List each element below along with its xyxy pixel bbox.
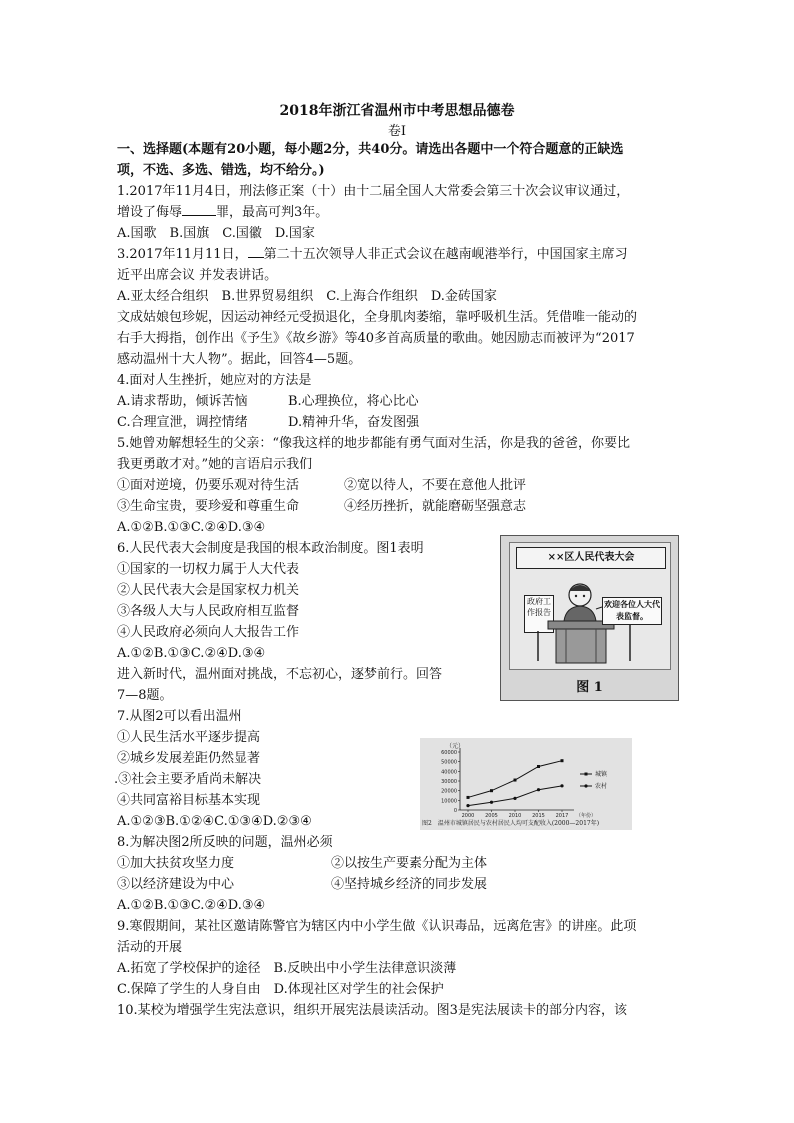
q6-stem: 6.人民代表大会制度是我国的根本政治制度。图1表明 [117, 541, 424, 556]
figure1-welcome-sign: 欢迎各位人大代表监督。 [602, 597, 662, 625]
material1-line2: 右手大拇指，创作出《予生》《故乡游》等40多首高质量的歌曲。她因励志而被评为“2017 [117, 331, 635, 346]
chart-y-tick-label: 30000 [441, 779, 457, 785]
q3-stem-part1: 3.2017年11月11日， [117, 247, 248, 262]
figure2-chart [420, 738, 632, 830]
q6-item4: ④人民政府必须向人大报告工作 [117, 625, 300, 640]
q7-item2: ②城乡发展差距仍然显著 [117, 751, 261, 766]
material2-line1: 进入新时代，温州面对挑战，不忘初心，逐梦前行。回答 [117, 667, 443, 682]
q4-stem: 4.面对人生挫折，她应对的方法是 [117, 373, 312, 388]
chart-xlabel: （年份） [576, 813, 597, 819]
chart-point [466, 804, 469, 807]
q1-stem-line1: 1.2017年11月4日，刑法修正案（十）由十二届全国人大常委会第三十次会议审议通过， [117, 184, 630, 199]
q5-item1: ①面对逆境，仍要乐观对待生活 [117, 478, 300, 493]
q4-option-d: D.精神升华，奋发图强 [288, 415, 420, 430]
chart-legend-marker [585, 773, 588, 776]
q4-option-a: A.请求帮助，倾诉苦恼 [117, 394, 248, 409]
chart-point [514, 779, 517, 782]
material1-line3: 感动温州十大人物”。据此，回答4—5题。 [117, 352, 362, 367]
chart-y-tick-label: 0 [453, 808, 457, 814]
chart-point [561, 759, 564, 762]
q1-stem-part1: 增设了侮辱 [117, 205, 183, 220]
q3-stem-part2: 第二十五次领导人非正式会议在越南岘港举行，中国国家主席习 [263, 247, 628, 262]
figure2-chart-svg [420, 738, 632, 830]
figure2-caption: 图2 温州市城镇居民与农村居民人均可支配收入(2000—2017年) [422, 820, 600, 827]
chart-point [560, 784, 563, 787]
q6-item3: ③各级人大与人民政府相互监督 [117, 604, 300, 619]
chart-point [513, 797, 516, 800]
q1-stem-part2: 罪，最高可判3年。 [216, 205, 329, 220]
chart-point [490, 789, 493, 792]
section-heading-line2: 项，不选、多选、错选，均不给分。) [117, 163, 325, 178]
q5-item3: ③生命宝贵，要珍爱和尊重生命 [117, 499, 300, 514]
q8-item3: ③以经济建设为中心 [117, 877, 235, 892]
q3-stem-line2: 近平出席会议 并发表讲话。 [117, 268, 278, 283]
q3-stem-line1 [117, 245, 628, 264]
q8-item2: ②以按生产要素分配为主体 [331, 856, 488, 871]
q1-options: A.国歌 B.国旗 C.国徽 D.国家 [117, 226, 315, 241]
q3-options: A.亚太经合组织 B.世界贸易组织 C.上海合作组织 D.金砖国家 [117, 289, 497, 304]
material2-line2: 7—8题。 [117, 688, 173, 703]
q4-option-b: B.心理换位，将心比心 [288, 394, 419, 409]
q4-option-c: C.合理宣泄，调控情绪 [117, 415, 248, 430]
chart-series-line-1 [468, 786, 562, 806]
q5-item2: ②宽以待人，不要在意他人批评 [344, 478, 527, 493]
q10-stem-line1: 10.某校为增强学生宪法意识，组织开展宪法晨读活动。图3是宪法展读卡的部分内容，该 [117, 1003, 627, 1018]
q7-item1: ①人民生活水平逐步提高 [117, 730, 261, 745]
q9-options-cd: C.保障了学生的人身自由 D.体现社区对学生的社会保护 [117, 982, 444, 997]
q5-item4: ④经历挫折，就能磨砺坚强意志 [344, 499, 527, 514]
chart-point [537, 765, 540, 768]
chart-x-tick-label: 2017 [555, 813, 569, 819]
q9-stem-line2: 活动的开展 [117, 940, 183, 955]
q9-options-ab: A.拓宽了学校保护的途径 B.反映出中小学生法律意识淡薄 [117, 961, 457, 976]
chart-point [467, 796, 470, 799]
chart-ylabel: （元） [446, 743, 465, 750]
chart-legend-label: 农村 [595, 783, 608, 790]
q5-options: A.①②B.①③C.②④D.③④ [117, 520, 266, 535]
chart-y-tick-label: 60000 [441, 750, 457, 756]
figure1-scene [509, 542, 671, 670]
q8-item4: ④坚持城乡经济的同步发展 [331, 877, 488, 892]
chart-point [537, 788, 540, 791]
q6-item2: ②人民代表大会是国家权力机关 [117, 583, 300, 598]
chart-y-tick-label: 10000 [441, 798, 457, 805]
exam-subtitle: 卷Ⅰ [387, 124, 407, 139]
q7-item4: ④共同富裕目标基本实现 [117, 793, 261, 808]
q9-stem-line1: 9.寒假期间，某社区邀请陈警官为辖区内中小学生做《认识毒品，远离危害》的讲座。此项 [117, 919, 637, 934]
figure1-cartoon [500, 535, 679, 701]
q6-options: A.①②B.①③C.②④D.③④ [117, 646, 266, 661]
chart-x-tick-label: 2015 [532, 813, 545, 819]
q1-stem-line2 [117, 203, 328, 222]
q1-blank [182, 203, 216, 216]
chart-legend-label: 城镇 [595, 771, 608, 778]
q7-stem: 7.从图2可以看出温州 [117, 709, 242, 724]
exam-title: 2018年浙江省温州市中考思想品德卷 [279, 103, 515, 119]
q7-options: A.①②③B.①②④C.①③④D.②③④ [117, 814, 312, 829]
q8-item1: ①加大扶贫攻坚力度 [117, 856, 235, 871]
q7-item3: .③社会主要矛盾尚未解决 [114, 772, 262, 787]
chart-y-tick-label: 40000 [441, 769, 457, 776]
q3-blank [248, 245, 264, 258]
q8-options: A.①②B.①③C.②④D.③④ [117, 898, 266, 913]
chart-legend-marker [584, 784, 587, 787]
figure1-banner: ××区人民代表大会 [516, 547, 666, 569]
figure1-caption: 图 1 [576, 680, 603, 695]
q8-stem: 8.为解决图2所反映的问题，温州必须 [117, 835, 333, 850]
chart-y-tick-label: 50000 [441, 759, 457, 766]
chart-y-tick-label: 20000 [441, 788, 457, 795]
chart-x-tick-label: 2000 [461, 813, 475, 819]
chart-point [490, 801, 493, 804]
q6-item1: ①国家的一切权力属于人大代表 [117, 562, 300, 577]
chart-x-tick-label: 2005 [485, 813, 498, 819]
figure1-report-sign: 政府工作报告 [524, 595, 554, 633]
section-heading-line1: 一、选择题(本题有20小题，每小题2分，共40分。请选出各题中一个符合题意的正缺选 [117, 142, 624, 157]
q5-stem-line1: 5.她曾劝解想轻生的父亲：“像我这样的地步都能有勇气面对生活，你是我的爸爸，你要比 [117, 436, 631, 451]
material1-line1: 文成姑娘包珍妮，因运动神经元受损退化，全身肌肉萎缩，靠呼吸机生活。凭借唯一能动的 [117, 310, 638, 325]
q5-stem-line2: 我更勇敢才对。”她的言语启示我们 [117, 457, 313, 472]
chart-x-tick-label: 2010 [508, 813, 522, 819]
